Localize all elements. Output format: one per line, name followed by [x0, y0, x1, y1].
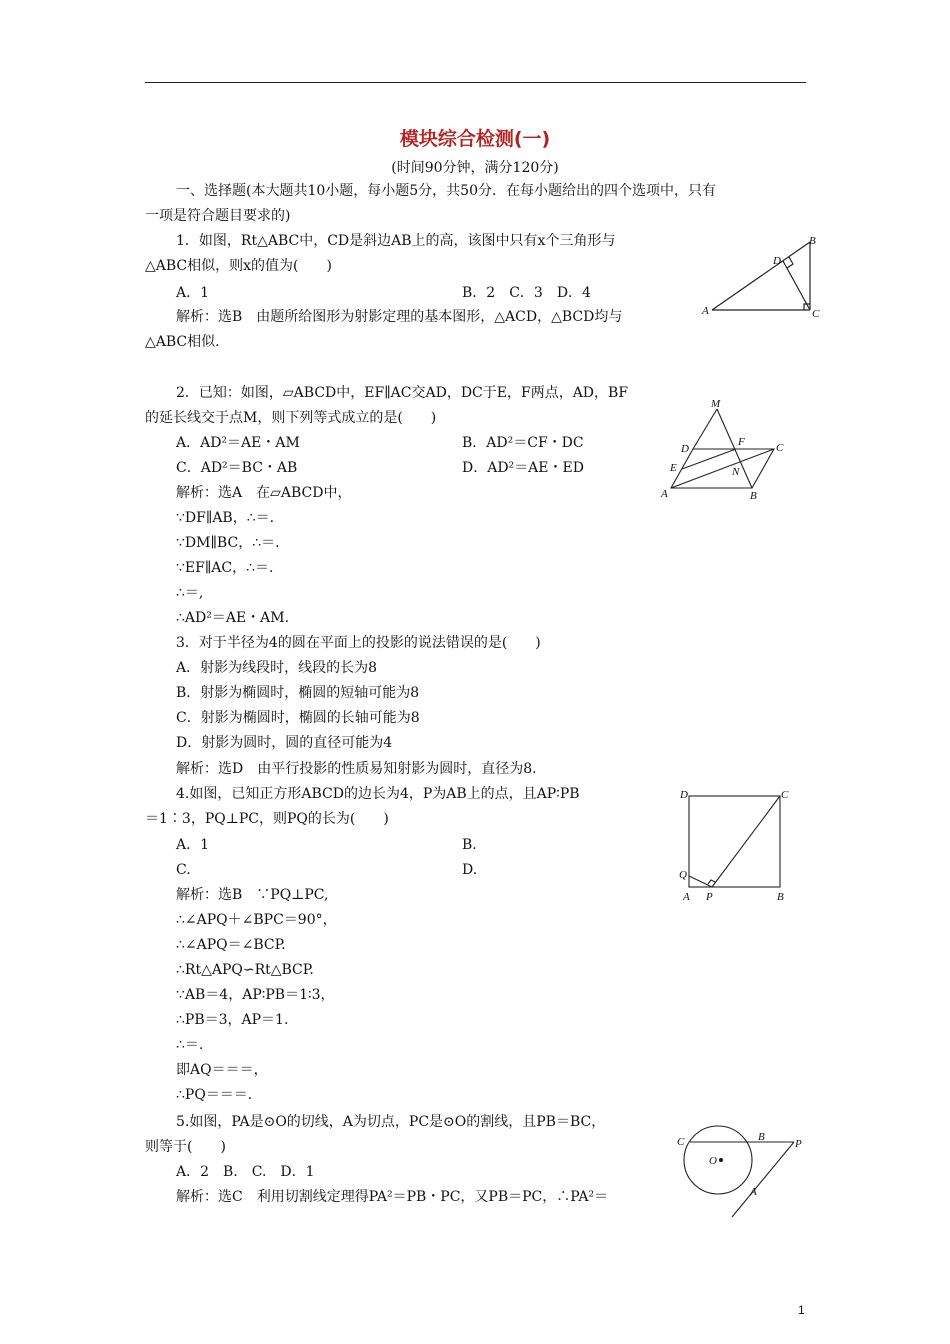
q1-fig-label-d: D: [773, 255, 781, 267]
q2-analysis-line4: ∵EF∥AC，∴＝.: [176, 560, 274, 576]
q4-analysis-line8: 即AQ＝＝＝，: [176, 1062, 268, 1078]
q3-option-a: A．射影为线段时，线段的长为8: [176, 660, 378, 676]
q4-option-b: B.: [462, 837, 477, 853]
q2-analysis-line5: ∴＝,: [176, 585, 204, 601]
q1-analysis-line2: △ABC相似.: [145, 334, 220, 350]
q4-stem-line1: 4.如图，已知正方形ABCD的边长为4，P为AB上的点，且AP∶PB: [176, 786, 580, 802]
q2-fig-extension-dm: [693, 409, 717, 449]
q2-fig-label-c: C: [776, 442, 784, 454]
q4-figure: [673, 782, 798, 904]
q4-fig-label-c: C: [781, 789, 789, 801]
q5-options: A．2 B. C. D．1: [176, 1164, 315, 1180]
q4-fig-label-d: D: [680, 789, 688, 801]
q4-fig-label-p: P: [706, 891, 713, 903]
q2-fig-label-d: D: [681, 443, 689, 455]
q4-analysis-line7: ∴＝.: [176, 1037, 204, 1053]
q4-fig-segment-pc: [712, 796, 780, 887]
q2-fig-label-e: E: [670, 462, 677, 474]
q4-fig-label-q: Q: [679, 869, 687, 881]
q2-analysis-line2: ∵DF∥AB，∴＝.: [176, 510, 275, 526]
q5-fig-label-c: C: [677, 1136, 685, 1148]
q2-fig-label-f: F: [738, 436, 745, 448]
q2-analysis-line6: ∴AD²＝AE・AM.: [176, 610, 290, 626]
q4-fig-label-a: A: [683, 891, 690, 903]
q4-analysis-line6: ∴PB＝3，AP＝1.: [176, 1012, 289, 1028]
q2-option-a: A．AD²＝AE・AM: [176, 435, 300, 451]
q2-fig-label-a: A: [661, 488, 668, 500]
q4-analysis-line3: ∴∠APQ＝∠BCP.: [176, 937, 286, 953]
q1-fig-label-a: A: [702, 305, 709, 317]
q1-stem-line1: 1．如图，Rt△ABC中，CD是斜边AB上的高，该图中只有x个三角形与: [176, 233, 616, 249]
q2-fig-label-n: N: [732, 466, 740, 478]
q3-option-b: B．射影为椭圆时，椭圆的短轴可能为8: [176, 685, 420, 701]
q3-option-c: C．射影为椭圆时，椭圆的长轴可能为8: [176, 710, 420, 726]
header-rule: [145, 82, 806, 83]
q4-analysis-line5: ∵AB＝4，AP∶PB＝1∶3，: [176, 987, 335, 1003]
q4-analysis-line1: 解析：选B ∵PQ⊥PC,: [176, 887, 329, 903]
q4-option-d: D.: [462, 862, 478, 878]
q2-analysis-line3: ∵DM∥BC，∴＝.: [176, 535, 280, 551]
page-subtitle: (时间90分钟，满分120分): [391, 160, 559, 176]
q5-fig-label-o: O: [709, 1155, 717, 1167]
q2-option-c: C．AD²＝BC・AB: [176, 460, 298, 476]
section-instruction-line2: 一项是符合题目要求的): [145, 208, 291, 224]
q5-fig-center-dot: [719, 1158, 723, 1162]
q3-stem: 3．对于半径为4的圆在平面上的投影的说法错误的是( ): [176, 635, 541, 651]
q2-stem-line2: 的延长线交于点M，则下列等式成立的是( ): [145, 410, 437, 426]
page-number: 1: [798, 1303, 805, 1317]
q1-stem-line2: △ABC相似，则x的值为( ): [145, 258, 332, 274]
q4-fig-square: [689, 796, 780, 887]
q1-fig-right-angle-mark: [787, 257, 793, 268]
q4-analysis-line4: ∴Rt△APQ∽Rt△BCP.: [176, 962, 314, 978]
q1-fig-altitude-cd: [783, 261, 810, 310]
q4-fig-right-angle-mark: [708, 880, 715, 884]
q1-figure: [700, 230, 830, 325]
q5-stem-line1: 5.如图，PA是⊙O的切线，A为切点，PC是⊙O的割线，且PB＝BC，: [176, 1114, 606, 1130]
q1-option-a: A．1: [176, 285, 210, 301]
q5-analysis: 解析：选C 利用切割线定理得PA²＝PB・PC，又PB＝PC，∴PA²＝: [176, 1189, 609, 1205]
q2-stem-line1: 2．已知：如图，▱ABCD中，EF∥AC交AD，DC于E，F两点，AD，BF: [176, 385, 629, 401]
q2-figure: [655, 393, 795, 503]
q4-fig-label-b: B: [777, 891, 784, 903]
q5-fig-label-p: P: [795, 1138, 802, 1150]
q5-fig-label-a: A: [750, 1186, 757, 1198]
q5-fig-tangent-pa: [732, 1142, 794, 1217]
q3-option-d: D．射影为圆时，圆的直径可能为4: [176, 735, 393, 751]
q4-analysis-line2: ∴∠APQ＋∠BPC＝90°，: [176, 912, 337, 928]
q1-analysis-line1: 解析：选B 由题所给图形为射影定理的基本图形，△ACD，△BCD均与: [176, 309, 623, 325]
q5-fig-circle: [684, 1126, 752, 1194]
q2-fig-label-m: M: [711, 398, 721, 410]
q5-figure: [672, 1120, 812, 1220]
page-title: 模块综合检测(一): [399, 128, 551, 150]
q1-options-bcd: B．2 C．3 D．4: [462, 285, 591, 301]
q4-stem-line2: ＝1∶3，PQ⊥PC，则PQ的长为( ): [145, 811, 389, 827]
q2-option-b: B．AD²＝CF・DC: [462, 435, 584, 451]
q5-fig-label-b: B: [758, 1131, 765, 1143]
q4-analysis-line9: ∴PQ＝＝＝.: [176, 1087, 253, 1103]
q4-option-c: C.: [176, 862, 191, 878]
q4-option-a: A．1: [176, 837, 210, 853]
q2-analysis-line1: 解析：选A 在▱ABCD中，: [176, 485, 352, 501]
q5-stem-line2: 则等于( ): [145, 1139, 226, 1155]
section-instruction-line1: 一、选择题(本大题共10小题，每小题5分，共50分．在每小题给出的四个选项中，只有: [176, 183, 716, 199]
q2-fig-label-b: B: [750, 490, 757, 502]
q3-analysis: 解析：选D 由平行投影的性质易知射影为圆时，直径为8.: [176, 761, 537, 777]
q1-fig-side-ab: [712, 242, 810, 310]
q1-fig-label-b: B: [809, 235, 816, 247]
q4-fig-segment-pq: [689, 876, 712, 887]
q1-fig-label-c: C: [812, 308, 820, 320]
q2-option-d: D．AD²＝AE・ED: [462, 460, 584, 476]
